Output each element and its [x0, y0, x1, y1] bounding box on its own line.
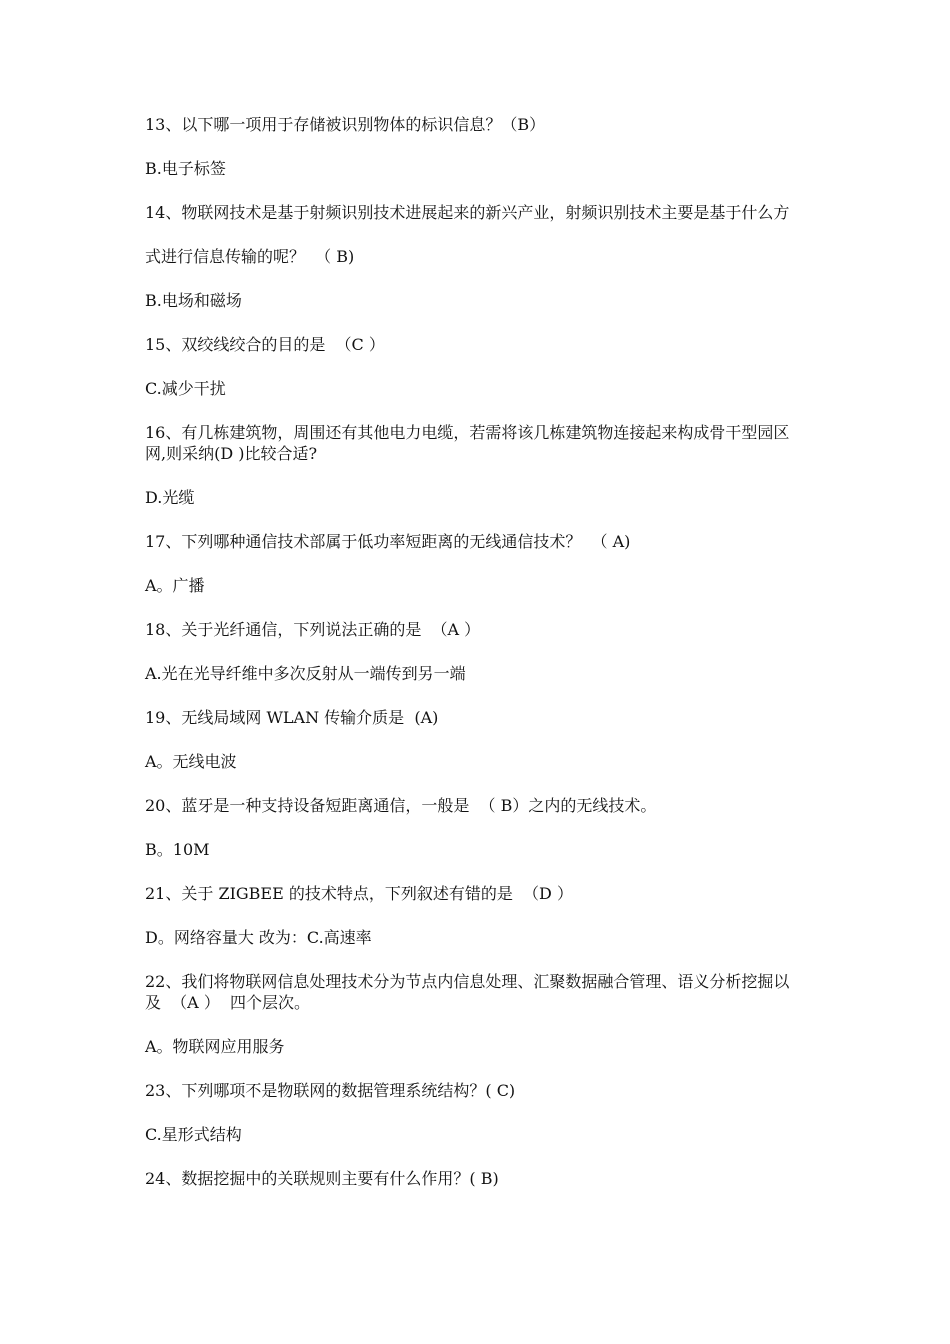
question-13: 13、以下哪一项用于存储被识别物体的标识信息？（B） [145, 115, 546, 134]
answer-14: B.电场和磁场 [145, 291, 242, 310]
question-17: 17、下列哪种通信技术部属于低功率短距离的无线通信技术？ （ A) [145, 532, 631, 551]
answer-13: B.电子标签 [145, 159, 226, 178]
question-14-line-1: 14、物联网技术是基于射频识别技术进展起来的新兴产业，射频识别技术主要是基于什么方 [145, 203, 790, 222]
question-20: 20、蓝牙是一种支持设备短距离通信，一般是 （ B）之内的无线技术。 [145, 796, 657, 815]
document-body [145, 114, 805, 1212]
answer-18: A.光在光导纤维中多次反射从一端传到另一端 [145, 664, 466, 683]
question-16: 16、有几栋建筑物，周围还有其他电力电缆，若需将该几栋建筑物连接起来构成骨干型园区网,则采纳(D )比较合适? [145, 423, 790, 463]
answer-15: C.减少干扰 [145, 379, 226, 398]
answer-16: D.光缆 [145, 488, 195, 507]
answer-17: A。广播 [145, 576, 205, 595]
question-24: 24、数据挖掘中的关联规则主要有什么作用？( B) [145, 1169, 499, 1188]
answer-20: B。10M [145, 840, 210, 859]
question-23: 23、下列哪项不是物联网的数据管理系统结构？( C) [145, 1081, 516, 1100]
question-22: 22、我们将物联网信息处理技术分为节点内信息处理、汇聚数据融合管理、语义分析挖掘以及 （A ） 四个层次。 [145, 972, 790, 1012]
answer-23: C.星形式结构 [145, 1125, 242, 1144]
answer-19: A。无线电波 [145, 752, 237, 771]
question-19: 19、无线局域网 WLAN 传输介质是 (A) [145, 708, 439, 727]
question-21: 21、关于 ZIGBEE 的技术特点，下列叙述有错的是 （D ） [145, 884, 573, 903]
answer-22: A。物联网应用服务 [145, 1037, 285, 1056]
question-18: 18、关于光纤通信，下列说法正确的是 （A ） [145, 620, 481, 639]
question-14-line-2: 式进行信息传输的呢？ （ B) [145, 247, 355, 266]
question-15: 15、双绞线绞合的目的是 （C ） [145, 335, 385, 354]
answer-21: D。网络容量大 改为：C.高速率 [145, 928, 372, 947]
